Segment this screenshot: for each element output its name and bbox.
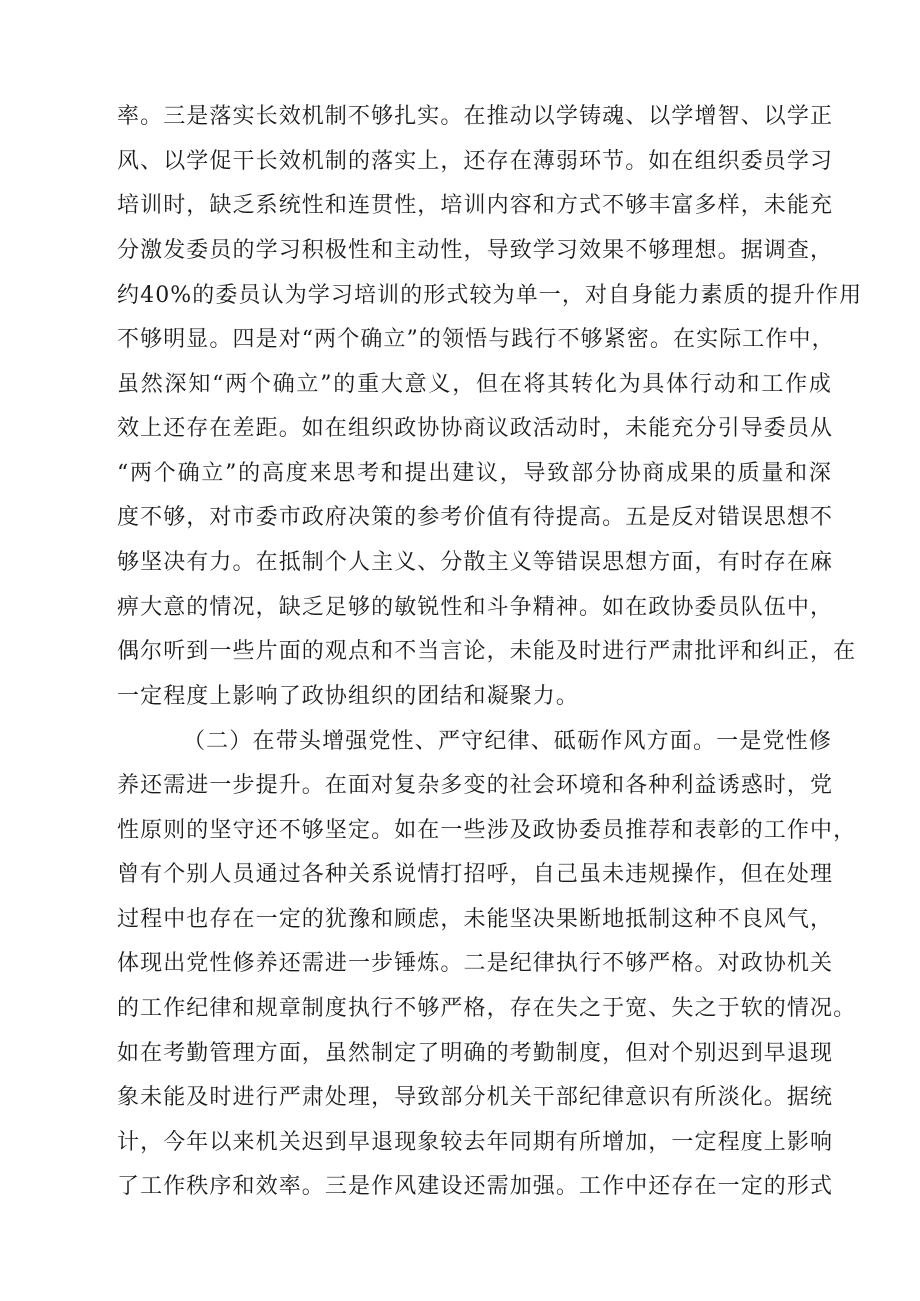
text-line-5: 约40%的委员认为学习培训的形式较为单一，对自身能力素质的提升作用 <box>117 283 863 308</box>
text-line-25: 了工作秩序和效率。三是作风建设还需加强。工作中还存在一定的形式 <box>117 1174 834 1199</box>
text-line-18: 曾有个别人员通过各种关系说情打招呼，自己虽未违规操作，但在处理 <box>117 862 834 887</box>
text-line-11: 够坚决有力。在抵制个人主义、分散主义等错误思想方面，有时存在麻 <box>117 550 834 575</box>
text-line-3: 培训时，缺乏系统性和连贯性，培训内容和方式不够丰富多样，未能充 <box>117 193 834 218</box>
text-line-17: 性原则的坚守还不够坚定。如在一些涉及政协委员推荐和表彰的工作中， <box>117 818 857 843</box>
text-line-1: 率。三是落实长效机制不够扎实。在推动以学铸魂、以学增智、以学正 <box>117 104 834 129</box>
text-line-4: 分激发委员的学习积极性和主动性，导致学习效果不够理想。据调查， <box>117 238 834 263</box>
text-line-7: 虽然深知“两个确立”的重大意义，但在将其转化为具体行动和工作成 <box>117 372 832 397</box>
text-line-20: 体现出党性修养还需进一步锤炼。二是纪律执行不够严格。对政协机关 <box>117 951 834 976</box>
text-line-22: 如在考勤管理方面，虽然制定了明确的考勤制度，但对个别迟到早退现 <box>117 1041 834 1066</box>
text-line-2: 风、以学促干长效机制的落实上，还存在薄弱环节。如在组织委员学习 <box>117 149 834 174</box>
text-line-10: 度不够，对市委市政府决策的参考价值有待提高。五是反对错误思想不 <box>117 505 834 530</box>
text-line-9: “两个确立”的高度来思考和提出建议，导致部分协商成果的质量和深 <box>117 461 832 486</box>
text-line-23: 象未能及时进行严肃处理，导致部分机关干部纪律意识有所淡化。据统 <box>117 1085 834 1110</box>
text-line-12: 痹大意的情况，缺乏足够的敏锐性和斗争精神。如在政协委员队伍中， <box>117 595 834 620</box>
text-line-13: 偶尔听到一些片面的观点和不当言论，未能及时进行严肃批评和纠正，在 <box>117 639 857 664</box>
text-line-8: 效上还存在差距。如在组织政协协商议政活动时，未能充分引导委员从 <box>117 416 834 441</box>
text-line-24: 计，今年以来机关迟到早退现象较去年同期有所增加，一定程度上影响 <box>117 1130 834 1155</box>
text-line-6: 不够明显。四是对“两个确立”的领悟与践行不够紧密。在实际工作中， <box>117 327 835 352</box>
text-line-14: 一定程度上影响了政协组织的团结和凝聚力。 <box>117 684 580 709</box>
text-line-19: 过程中也存在一定的犹豫和顾虑，未能坚决果断地抵制这种不良风气， <box>117 907 834 932</box>
section-heading-line: （二）在带头增强党性、严守纪律、砥砺作风方面。一是党性修 <box>183 729 832 754</box>
text-line-16: 养还需进一步提升。在面对复杂多变的社会环境和各种利益诱惑时，党 <box>117 773 834 798</box>
text-line-21: 的工作纪律和规章制度执行不够严格，存在失之于宽、失之于软的情况。 <box>117 996 857 1021</box>
